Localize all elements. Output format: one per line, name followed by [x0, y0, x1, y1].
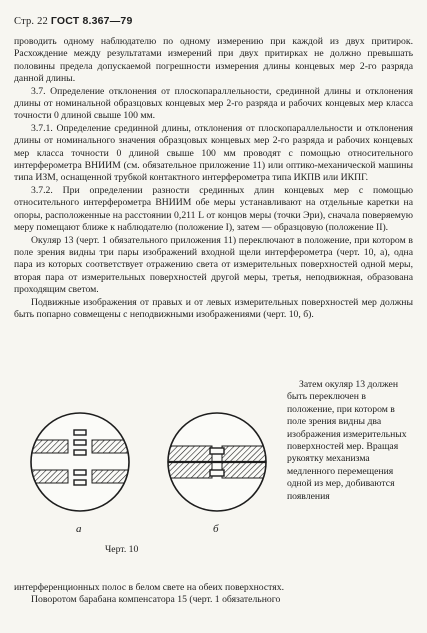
interference-field-a — [30, 413, 137, 511]
page-header — [14, 15, 133, 27]
body-text-bottom — [14, 582, 413, 607]
paragraph: проводить одному наблюдателю по одному измерению при каждой из двух притирок. Расхождение между результатами измерений при двух притирках не должно превышать половины предела допускаемой погрешности измерения длины концевых мер 2-го разряда данной длины. — [14, 36, 413, 85]
standard-code: ГОСТ 8.367—79 — [50, 15, 133, 27]
side-column-text — [287, 379, 411, 503]
paragraph: 3.7.2. При определении разности срединных длин концевых мер с помощью относительного интерферометра ВНИИМ обе меры устанавливают на отдельные каретки на опоры, расположенные на расстоянии 0,211 L от концов меры (точки Эри), сначала поверяемую меру помещают ближе к наблюдателю (положение I), затем — образцовую (положение II). — [14, 184, 413, 234]
paragraph: Затем окуляр 13 должен быть переключен в положение, при котором в поле зрения видны два изображения измерительных поверхностей мер. Вращая рукоятку механизма медленного перемещения одной из мер, добиваются появления — [287, 379, 407, 502]
paragraph: Подвижные изображения от правых и от левых измерительных поверхностей мер должны быть попарно совмещены с неподвижными изображениями (черт. 10, б). — [14, 296, 413, 320]
paragraph: 3.7.1. Определение срединной длины, отклонения от плоскопараллельности и отклонения длины от номинального значения образцовых концевых мер 2-го разряда и рабочих концевых мер класса точности 0 длиной свыше 100 мм проводят с помощью относительного интерферометра ВНИИМ (см. обязательное приложение 11) или оптико-механической машины типа ИЗМ, оснащенной трубкой контактного интерферометра типа ИКПВ или ИКПГ. — [14, 122, 413, 184]
paragraph: интерференционных полос в белом свете на обеих поверхностях. — [14, 582, 284, 593]
paragraph: Окуляр 13 (черт. 1 обязательного приложения 11) переключают в положение, при котором в поле зрения видны три пары изображений входной щели интерферометра (черт. 10, а), одна пара из которых соответствует отражению света от измерительных поверхностей одной меры, вторая пара от измерительных поверхностей другой меры, третья, неподвижная, образована проходящим светом. — [14, 234, 413, 296]
paragraph: Поворотом барабана компенсатора 15 (черт. 1 обязательного — [31, 594, 281, 606]
figure-drawing — [30, 384, 280, 544]
figure-label-b: б — [213, 523, 219, 535]
page-number: Стр. 22 — [14, 16, 48, 27]
body-text — [14, 36, 413, 321]
figure-label-a: а — [76, 523, 82, 535]
interference-field-b — [160, 413, 270, 511]
figure-caption: Черт. 10 — [105, 544, 139, 555]
figure-10 — [30, 384, 280, 569]
paragraph: 3.7. Определение отклонения от плоскопараллельности, срединной длины и отклонения длины от номинальной образцовых концевых мер 2-го разряда и рабочих концевых мер класса точности 0 длиной свыше 100 мм. — [14, 85, 413, 122]
